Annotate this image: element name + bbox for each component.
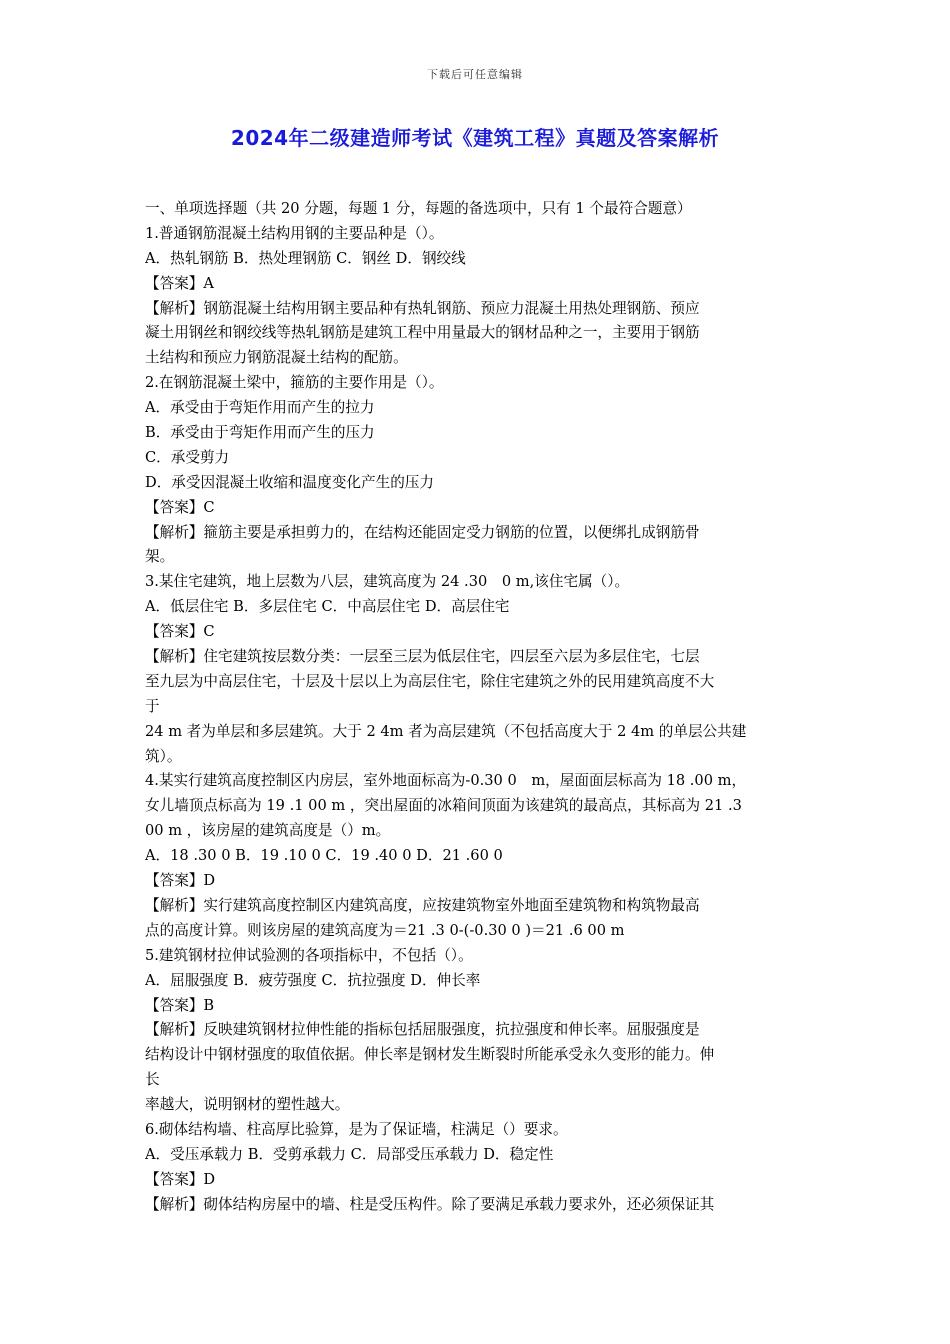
question-2-option-c: C．承受剪力 bbox=[145, 448, 230, 466]
question-1-analysis: 土结构和预应力钢筋混凝土结构的配筋。 bbox=[145, 349, 408, 367]
question-6-answer: 【答案】D bbox=[145, 1170, 216, 1188]
section-heading: 一、单项选择题（共 20 分题，每题 1 分，每题的备选项中，只有 1 个最符合题意） bbox=[145, 200, 692, 217]
question-6: 6.砌体结构墙、柱高厚比验算，是为了保证墙，柱满足（）要求。 bbox=[145, 1120, 568, 1138]
question-3: 3.某住宅建筑，地上层数为八层，建筑高度为 24 .30 0 m,该住宅属（）。 bbox=[145, 573, 630, 591]
question-5-analysis: 率越大，说明钢材的塑性越大。 bbox=[145, 1096, 350, 1114]
question-5-analysis: 【解析】反映建筑钢材拉伸性能的指标包括屈服强度，抗拉强度和伸长率。屈服强度是 bbox=[145, 1021, 700, 1039]
question-4: 00 m ，该房屋的建筑高度是（）m。 bbox=[145, 822, 391, 840]
question-2-analysis: 【解析】箍筋主要是承担剪力的，在结构还能固定受力钢筋的位置，以便绑扎成钢筋骨 bbox=[145, 523, 700, 541]
question-1-answer: 【答案】A bbox=[145, 274, 214, 292]
question-4: 女儿墙顶点标高为 19 .1 00 m ，突出屋面的冰箱间顶面为该建筑的最高点，其标高为 21 .3 bbox=[145, 797, 742, 815]
question-5-answer: 【答案】B bbox=[145, 996, 215, 1014]
question-5: 5.建筑钢材拉伸试验测的各项指标中，不包括（）。 bbox=[145, 946, 473, 964]
question-1-analysis: 【解析】钢筋混凝土结构用钢主要品种有热轧钢筋、预应力混凝土用热处理钢筋、预应 bbox=[145, 299, 700, 317]
question-3-answer: 【答案】C bbox=[145, 623, 215, 641]
question-2-option-a: A．承受由于弯矩作用而产生的拉力 bbox=[145, 399, 375, 417]
question-3-options: A．低层住宅 B．多层住宅 C．中高层住宅 D．高层住宅 bbox=[145, 598, 510, 616]
question-5-analysis: 长 bbox=[145, 1071, 160, 1089]
question-1: 1.普通钢筋混凝土结构用钢的主要品种是（）。 bbox=[145, 224, 444, 242]
question-1-analysis: 凝土用钢丝和钢绞线等热轧钢筋是建筑工程中用量最大的钢材品种之一，主要用于钢筋 bbox=[145, 324, 700, 342]
question-4-analysis: 点的高度计算。则该房屋的建筑高度为＝21 .3 0-(-0.30 0 )＝21 .6 00 m bbox=[145, 921, 625, 939]
question-4: 4.某实行建筑高度控制区内房层，室外地面标高为-0.30 0 m，屋面面层标高为 18 .00 m， bbox=[145, 772, 747, 790]
question-3-analysis: 24 m 者为单层和多层建筑。大于 2 4m 者为高层建筑（不包括高度大于 2 4m 的单层公共建 bbox=[145, 722, 747, 740]
question-2-analysis: 架。 bbox=[145, 548, 175, 566]
question-4-analysis: 【解析】实行建筑高度控制区内建筑高度，应按建筑物室外地面至建筑物和构筑物最高 bbox=[145, 896, 700, 914]
question-6-analysis: 【解析】砌体结构房屋中的墙、柱是受压构件。除了要满足承载力要求外，还必须保证其 bbox=[145, 1195, 715, 1213]
question-1-options: A．热轧钢筋 B．热处理钢筋 C．钢丝 D．钢绞线 bbox=[145, 249, 466, 267]
question-5-options: A．屈服强度 B．疲劳强度 C．抗拉强度 D．伸长率 bbox=[145, 971, 481, 989]
question-2-option-b: B．承受由于弯矩作用而产生的压力 bbox=[145, 424, 375, 442]
document-body bbox=[145, 197, 810, 1218]
question-2: 2.在钢筋混凝土梁中，箍筋的主要作用是（）。 bbox=[145, 374, 444, 392]
question-4-answer: 【答案】D bbox=[145, 872, 216, 890]
question-2-answer: 【答案】C bbox=[145, 498, 215, 516]
question-2-option-d: D．承受因混凝土收缩和温度变化产生的压力 bbox=[145, 473, 434, 491]
question-4-options: A．18 .30 0 B．19 .10 0 C．19 .40 0 D．21 .60 0 bbox=[145, 847, 503, 865]
question-3-analysis: 于 bbox=[145, 697, 160, 715]
document-title: 2024年二级建造师考试《建筑工程》真题及答案解析 bbox=[230, 126, 720, 150]
question-6-options: A．受压承载力 B．受剪承载力 C．局部受压承载力 D．稳定性 bbox=[145, 1145, 554, 1163]
question-3-analysis: 【解析】住宅建筑按层数分类：一层至三层为低层住宅，四层至六层为多层住宅，七层 bbox=[145, 648, 700, 666]
question-5-analysis: 结构设计中钢材强度的取值依据。伸长率是钢材发生断裂时所能承受永久变形的能力。伸 bbox=[145, 1046, 715, 1064]
header-note: 下载后可任意编辑 bbox=[427, 68, 523, 81]
question-3-analysis: 筑）。 bbox=[145, 747, 182, 765]
question-3-analysis: 至九层为中高层住宅，十层及十层以上为高层住宅，除住宅建筑之外的民用建筑高度不大 bbox=[145, 672, 715, 690]
